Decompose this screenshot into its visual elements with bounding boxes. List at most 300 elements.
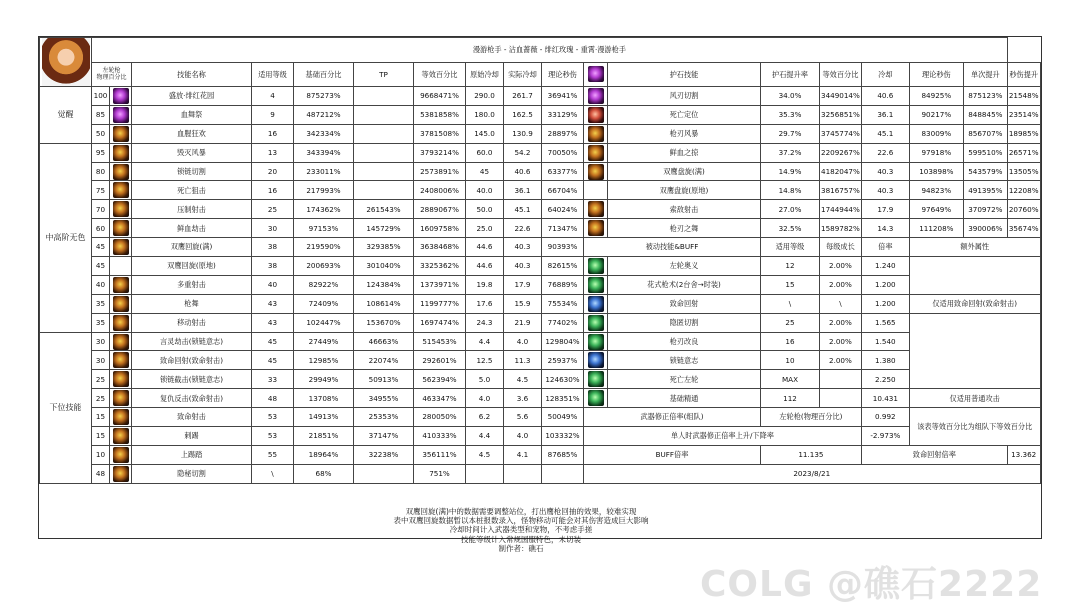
skill-icon bbox=[113, 390, 129, 406]
skill-icon-cell bbox=[110, 408, 132, 427]
skill-req-level: 9 bbox=[252, 105, 294, 124]
skill-icon-cell bbox=[110, 370, 132, 389]
skill-req-level: 53 bbox=[252, 427, 294, 446]
skill-equiv: 562394% bbox=[414, 370, 466, 389]
skill-icon bbox=[113, 107, 129, 123]
skill-dps: 90393% bbox=[542, 238, 584, 257]
skill-real-cd: 261.7 bbox=[504, 87, 542, 106]
skill-icon bbox=[113, 352, 129, 368]
skill-orig-cd: 19.8 bbox=[466, 275, 504, 294]
skill-req-level: \ bbox=[252, 464, 294, 483]
buff-mult: 1.200 bbox=[861, 275, 909, 294]
guard-dpsup: 35674% bbox=[1007, 219, 1040, 238]
buff-req: 16 bbox=[761, 332, 820, 351]
skill-base-pct: 82922% bbox=[294, 275, 354, 294]
guard-icon-cell bbox=[584, 143, 608, 162]
buff-icon-cell bbox=[584, 332, 608, 351]
table-row bbox=[40, 294, 1041, 313]
table-row bbox=[40, 38, 1041, 63]
skill-real-cd: 40.6 bbox=[504, 162, 542, 181]
skill-tp: 22074% bbox=[354, 351, 414, 370]
buff-extra bbox=[909, 313, 1040, 389]
skill-icon bbox=[113, 145, 129, 161]
table-row bbox=[40, 464, 1041, 483]
skill-real-cd: 40.3 bbox=[504, 238, 542, 257]
buff-name: 左轮奥义 bbox=[608, 257, 761, 276]
skill-level: 15 bbox=[92, 427, 110, 446]
skill-base-pct: 97153% bbox=[294, 219, 354, 238]
buff-growth bbox=[820, 370, 862, 389]
table-row bbox=[40, 332, 1041, 351]
buff-header-req: 适用等级 bbox=[761, 238, 820, 257]
buff-icon-cell bbox=[584, 257, 608, 276]
guard-single: 390006% bbox=[963, 219, 1007, 238]
skill-req-level: 55 bbox=[252, 445, 294, 464]
skill-real-cd: 40.3 bbox=[504, 257, 542, 276]
guard-up: 35.3% bbox=[761, 105, 820, 124]
skill-name: 多重射击 bbox=[132, 275, 252, 294]
skill-orig-cd: 25.0 bbox=[466, 219, 504, 238]
skill-req-level: 38 bbox=[252, 257, 294, 276]
date-cell: 2023/8/21 bbox=[584, 464, 1041, 483]
skill-req-level: 33 bbox=[252, 370, 294, 389]
guard-icon-cell bbox=[584, 87, 608, 106]
buff-growth: 2.00% bbox=[820, 275, 862, 294]
skill-level: 35 bbox=[92, 294, 110, 313]
guard-name: 双鹰盘旋(满) bbox=[608, 162, 761, 181]
buff-extra bbox=[909, 257, 1040, 295]
skill-equiv: 2889067% bbox=[414, 200, 466, 219]
skill-tp: 50913% bbox=[354, 370, 414, 389]
skill-name: 枪舞 bbox=[132, 294, 252, 313]
guard-dpsup: 20760% bbox=[1007, 200, 1040, 219]
note-line: 表中双鹰回旋数据暂以本桩报数录入，怪物移动可能会对其伤害造成巨大影响 bbox=[393, 516, 649, 526]
buff-mult: 10.431 bbox=[861, 389, 909, 408]
skill-dps: 36941% bbox=[542, 87, 584, 106]
skill-icon bbox=[588, 107, 604, 123]
guard-cd: 14.3 bbox=[861, 219, 909, 238]
buff-header-mult: 倍率 bbox=[861, 238, 909, 257]
guard-dpsup: 23514% bbox=[1007, 105, 1040, 124]
skill-orig-cd: 4.0 bbox=[466, 389, 504, 408]
skill-level: 30 bbox=[92, 351, 110, 370]
buff-growth: 2.00% bbox=[820, 313, 862, 332]
skill-icon bbox=[588, 371, 604, 387]
buff-icon-cell bbox=[584, 275, 608, 294]
skill-icon-cell bbox=[110, 294, 132, 313]
skill-orig-cd: 4.4 bbox=[466, 427, 504, 446]
skill-icon bbox=[588, 66, 604, 82]
skill-icon bbox=[113, 277, 129, 293]
header-level: 左轮枪 物理百分比 bbox=[92, 62, 132, 87]
table-row bbox=[40, 105, 1041, 124]
guard-single: 856707% bbox=[963, 124, 1007, 143]
skill-real-cd: 130.9 bbox=[504, 124, 542, 143]
skill-real-cd: 5.6 bbox=[504, 408, 542, 427]
skill-equiv: 3781508% bbox=[414, 124, 466, 143]
skill-orig-cd: 40.0 bbox=[466, 181, 504, 200]
skill-equiv: 1609758% bbox=[414, 219, 466, 238]
skill-tp: 34955% bbox=[354, 389, 414, 408]
skill-icon-cell bbox=[110, 105, 132, 124]
guard-icon-cell bbox=[584, 219, 608, 238]
header-guard-skill: 护石技能 bbox=[608, 62, 761, 87]
skill-equiv: 463347% bbox=[414, 389, 466, 408]
skill-icon bbox=[588, 126, 604, 142]
guard-cd: 45.1 bbox=[861, 124, 909, 143]
skill-name: 锁链截击(锁链意志) bbox=[132, 370, 252, 389]
skill-tp bbox=[354, 181, 414, 200]
skill-name: 毁灭风暴 bbox=[132, 143, 252, 162]
skill-tp bbox=[354, 105, 414, 124]
guard-single: 491395% bbox=[963, 181, 1007, 200]
buff-icon-cell bbox=[584, 313, 608, 332]
category-low: 下位技能 bbox=[40, 332, 92, 483]
single-mod-value: -2.973% bbox=[861, 427, 909, 446]
avatar-cell bbox=[40, 38, 92, 87]
skill-icon-cell bbox=[110, 238, 132, 257]
skill-real-cd: 36.1 bbox=[504, 181, 542, 200]
table-row bbox=[40, 313, 1041, 332]
skill-real-cd: 162.5 bbox=[504, 105, 542, 124]
skill-icon-cell bbox=[110, 464, 132, 483]
guard-single: 543579% bbox=[963, 162, 1007, 181]
buff-growth: 2.00% bbox=[820, 332, 862, 351]
skill-orig-cd: 44.6 bbox=[466, 238, 504, 257]
skill-equiv: 5381858% bbox=[414, 105, 466, 124]
skill-real-cd: 11.3 bbox=[504, 351, 542, 370]
skill-name: 上踢踏 bbox=[132, 445, 252, 464]
skill-req-level: 43 bbox=[252, 294, 294, 313]
skill-req-level: 45 bbox=[252, 332, 294, 351]
skill-icon bbox=[113, 201, 129, 217]
table-row bbox=[40, 389, 1041, 408]
skill-dps: 25937% bbox=[542, 351, 584, 370]
skill-tp: 32238% bbox=[354, 445, 414, 464]
skill-level: 25 bbox=[92, 370, 110, 389]
skill-real-cd: 21.9 bbox=[504, 313, 542, 332]
skill-base-pct: 13708% bbox=[294, 389, 354, 408]
header-guard-equiv: 等效百分比 bbox=[820, 62, 862, 87]
skill-real-cd: 54.2 bbox=[504, 143, 542, 162]
skill-orig-cd: 4.4 bbox=[466, 332, 504, 351]
skill-dps: 87685% bbox=[542, 445, 584, 464]
skill-icon bbox=[113, 88, 129, 104]
skill-base-pct: 21851% bbox=[294, 427, 354, 446]
header-icon bbox=[584, 62, 608, 87]
skill-tp: 37147% bbox=[354, 427, 414, 446]
skill-req-level: 48 bbox=[252, 389, 294, 408]
guard-single: 370972% bbox=[963, 200, 1007, 219]
buff-req: 10 bbox=[761, 351, 820, 370]
skill-base-pct: 12985% bbox=[294, 351, 354, 370]
skill-icon-cell bbox=[110, 275, 132, 294]
guard-single: 875123% bbox=[963, 87, 1007, 106]
skill-real-cd: 17.9 bbox=[504, 275, 542, 294]
skill-dps: 64024% bbox=[542, 200, 584, 219]
skill-req-level: 16 bbox=[252, 124, 294, 143]
skill-name: 刺踢 bbox=[132, 427, 252, 446]
guard-icon-cell bbox=[584, 105, 608, 124]
buff-req: 112 bbox=[761, 389, 820, 408]
skill-icon-cell bbox=[110, 257, 132, 276]
skill-orig-cd: 180.0 bbox=[466, 105, 504, 124]
skill-tp bbox=[354, 124, 414, 143]
buff-icon-cell bbox=[584, 370, 608, 389]
skill-orig-cd: 290.0 bbox=[466, 87, 504, 106]
skill-equiv: 1373971% bbox=[414, 275, 466, 294]
skill-base-pct: 14913% bbox=[294, 408, 354, 427]
guard-equiv: 3256851% bbox=[820, 105, 862, 124]
skill-icon-cell bbox=[110, 332, 132, 351]
skill-base-pct: 68% bbox=[294, 464, 354, 483]
buff-mult: 1.200 bbox=[861, 294, 909, 313]
header-skill-name: 技能名称 bbox=[132, 62, 252, 87]
header-tp: TP bbox=[354, 62, 414, 87]
skill-icon bbox=[113, 220, 129, 236]
guard-dps: 103898% bbox=[909, 162, 963, 181]
skill-icon bbox=[113, 447, 129, 463]
buff-header-growth: 每级成长 bbox=[820, 238, 862, 257]
notes-block bbox=[39, 507, 1043, 553]
buff-header-name: 被动技能&BUFF bbox=[584, 238, 761, 257]
skill-level: 45 bbox=[92, 257, 110, 276]
header-single-up: 单次提升 bbox=[963, 62, 1007, 87]
table-row bbox=[40, 143, 1041, 162]
skill-tp: 301040% bbox=[354, 257, 414, 276]
guard-equiv: 3745774% bbox=[820, 124, 862, 143]
table-row bbox=[40, 87, 1041, 106]
skill-dps bbox=[542, 464, 584, 483]
guard-icon-cell bbox=[584, 181, 608, 200]
skill-orig-cd: 5.0 bbox=[466, 370, 504, 389]
skill-name: 血腥狂欢 bbox=[132, 124, 252, 143]
skill-real-cd: 22.6 bbox=[504, 219, 542, 238]
skill-icon bbox=[113, 409, 129, 425]
skill-base-pct: 217993% bbox=[294, 181, 354, 200]
guard-cd: 40.3 bbox=[861, 181, 909, 200]
skill-name: 锁链切割 bbox=[132, 162, 252, 181]
table-row bbox=[40, 124, 1041, 143]
skill-base-pct: 102447% bbox=[294, 313, 354, 332]
skill-orig-cd: 17.6 bbox=[466, 294, 504, 313]
skill-dps: 33129% bbox=[542, 105, 584, 124]
skill-icon bbox=[113, 315, 129, 331]
skill-icon bbox=[588, 220, 604, 236]
skill-req-level: 4 bbox=[252, 87, 294, 106]
skill-orig-cd: 24.3 bbox=[466, 313, 504, 332]
skill-real-cd: 3.6 bbox=[504, 389, 542, 408]
note-line: 冷却时间计入武器类型和宠物，不考虑手搓 bbox=[449, 525, 593, 535]
guard-dpsup: 13505% bbox=[1007, 162, 1040, 181]
buff-req: \ bbox=[761, 294, 820, 313]
skill-equiv: 9668471% bbox=[414, 87, 466, 106]
table-row bbox=[40, 427, 1041, 446]
guard-dpsup: 12208% bbox=[1007, 181, 1040, 200]
buff-growth: 2.00% bbox=[820, 351, 862, 370]
skill-req-level: 16 bbox=[252, 181, 294, 200]
skill-level: 15 bbox=[92, 408, 110, 427]
skill-dps: 77402% bbox=[542, 313, 584, 332]
skill-equiv: 2408006% bbox=[414, 181, 466, 200]
table-row bbox=[40, 275, 1041, 294]
skill-icon bbox=[113, 334, 129, 350]
skill-req-level: 38 bbox=[252, 238, 294, 257]
skill-icon-cell bbox=[110, 219, 132, 238]
skill-icon bbox=[588, 164, 604, 180]
skill-real-cd: 4.5 bbox=[504, 370, 542, 389]
guard-equiv: 4182047% bbox=[820, 162, 862, 181]
skill-icon bbox=[113, 182, 129, 198]
skill-icon bbox=[588, 277, 604, 293]
skill-icon bbox=[113, 126, 129, 142]
hit-mult-label: 致命回射倍率 bbox=[861, 445, 1007, 464]
skill-table bbox=[39, 37, 1041, 484]
weapon-mod-note: 该表等效百分比为组队下等效百分比 bbox=[909, 408, 1040, 446]
skill-tp bbox=[354, 464, 414, 483]
skill-dps: 82615% bbox=[542, 257, 584, 276]
skill-icon bbox=[113, 296, 129, 312]
header-equiv: 等效百分比 bbox=[414, 62, 466, 87]
skill-base-pct: 18964% bbox=[294, 445, 354, 464]
guard-name: 双鹰盘旋(原地) bbox=[608, 181, 761, 200]
skill-tp: 145729% bbox=[354, 219, 414, 238]
header-dps: 理论秒伤 bbox=[542, 62, 584, 87]
guard-name: 枪刃之舞 bbox=[608, 219, 761, 238]
skill-equiv: 292601% bbox=[414, 351, 466, 370]
skill-orig-cd: 50.0 bbox=[466, 200, 504, 219]
skill-icon bbox=[588, 296, 604, 312]
skill-equiv: 356111% bbox=[414, 445, 466, 464]
skill-level: 40 bbox=[92, 275, 110, 294]
guard-up: 37.2% bbox=[761, 143, 820, 162]
table-row bbox=[40, 351, 1041, 370]
guard-equiv: 2209267% bbox=[820, 143, 862, 162]
skill-sheet bbox=[38, 36, 1042, 553]
skill-real-cd: 4.0 bbox=[504, 332, 542, 351]
table-row bbox=[40, 219, 1041, 238]
buff-req: MAX bbox=[761, 370, 820, 389]
skill-base-pct: 174362% bbox=[294, 200, 354, 219]
watermark: COLG @礁石2222 bbox=[700, 564, 1043, 605]
header-guard-up: 护石提升率 bbox=[761, 62, 820, 87]
skill-real-cd: 15.9 bbox=[504, 294, 542, 313]
skill-icon-cell bbox=[110, 427, 132, 446]
skill-icon-cell bbox=[110, 124, 132, 143]
guard-dps: 97918% bbox=[909, 143, 963, 162]
skill-base-pct: 233011% bbox=[294, 162, 354, 181]
skill-icon-cell bbox=[110, 389, 132, 408]
skill-icon-cell bbox=[110, 181, 132, 200]
skill-orig-cd bbox=[466, 464, 504, 483]
skill-level: 45 bbox=[92, 238, 110, 257]
skill-level: 95 bbox=[92, 143, 110, 162]
skill-name: 双鹰回旋(满) bbox=[132, 238, 252, 257]
buff-name: 基础精通 bbox=[608, 389, 761, 408]
guard-dpsup: 21548% bbox=[1007, 87, 1040, 106]
buff-icon-cell bbox=[584, 294, 608, 313]
skill-name: 死亡狙击 bbox=[132, 181, 252, 200]
skill-orig-cd: 12.5 bbox=[466, 351, 504, 370]
buff-mult: 2.250 bbox=[861, 370, 909, 389]
note-line: 制作者：礁石 bbox=[498, 543, 544, 553]
table-row bbox=[40, 162, 1041, 181]
guard-equiv: 1589782% bbox=[820, 219, 862, 238]
skill-dps: 70050% bbox=[542, 143, 584, 162]
buff-name: 死亡左轮 bbox=[608, 370, 761, 389]
skill-icon-cell bbox=[110, 351, 132, 370]
header-dps-up: 秒伤提升 bbox=[1007, 62, 1040, 87]
skill-name: 复仇反击(致命射击) bbox=[132, 389, 252, 408]
skill-req-level: 30 bbox=[252, 219, 294, 238]
guard-dps: 83009% bbox=[909, 124, 963, 143]
skill-real-cd: 45.1 bbox=[504, 200, 542, 219]
guard-dps: 97649% bbox=[909, 200, 963, 219]
skill-dps: 75534% bbox=[542, 294, 584, 313]
buff-growth bbox=[820, 389, 862, 408]
skill-name: 致命射击 bbox=[132, 408, 252, 427]
table-row bbox=[40, 62, 1041, 87]
skill-equiv: 3793214% bbox=[414, 143, 466, 162]
buff-mult: 1.565 bbox=[861, 313, 909, 332]
category-mid: 中高阶无色 bbox=[40, 143, 92, 332]
buff-extra: 仅适用致命回射(致命射击) bbox=[909, 294, 1040, 313]
skill-tp: 261543% bbox=[354, 200, 414, 219]
skill-tp: 329385% bbox=[354, 238, 414, 257]
skill-name: 言灵劫击(锁链意志) bbox=[132, 332, 252, 351]
skill-icon bbox=[113, 239, 129, 255]
skill-name: 盛放·绯红花园 bbox=[132, 87, 252, 106]
skill-tp bbox=[354, 143, 414, 162]
buff-growth: \ bbox=[820, 294, 862, 313]
buff-name: 枪刃改良 bbox=[608, 332, 761, 351]
skill-name: 鲜血劫击 bbox=[132, 219, 252, 238]
header-real-cd: 实际冷却 bbox=[504, 62, 542, 87]
skill-dps: 28897% bbox=[542, 124, 584, 143]
skill-tp: 108614% bbox=[354, 294, 414, 313]
header-guard-dps: 理论秒伤 bbox=[909, 62, 963, 87]
guard-dps: 111208% bbox=[909, 219, 963, 238]
skill-icon bbox=[113, 371, 129, 387]
skill-icon bbox=[588, 88, 604, 104]
buff-req: 15 bbox=[761, 275, 820, 294]
skill-real-cd bbox=[504, 464, 542, 483]
skill-level: 80 bbox=[92, 162, 110, 181]
skill-icon-cell bbox=[110, 200, 132, 219]
guard-equiv: 3449014% bbox=[820, 87, 862, 106]
page-title: 漫游枪手 - 沾血蔷薇 - 绯红玫瑰 - 重霄·漫游枪手 bbox=[92, 38, 1008, 63]
skill-equiv: 3638468% bbox=[414, 238, 466, 257]
skill-icon bbox=[588, 352, 604, 368]
skill-dps: 71347% bbox=[542, 219, 584, 238]
skill-name: 血舞祭 bbox=[132, 105, 252, 124]
guard-up: 34.0% bbox=[761, 87, 820, 106]
skill-req-level: 13 bbox=[252, 143, 294, 162]
skill-level: 25 bbox=[92, 389, 110, 408]
skill-base-pct: 27449% bbox=[294, 332, 354, 351]
skill-req-level: 43 bbox=[252, 313, 294, 332]
skill-name: 移动射击 bbox=[132, 313, 252, 332]
guard-cd: 22.6 bbox=[861, 143, 909, 162]
skill-equiv: 280050% bbox=[414, 408, 466, 427]
skill-name: 压制射击 bbox=[132, 200, 252, 219]
buff-header-extra: 额外属性 bbox=[909, 238, 1040, 257]
skill-icon bbox=[588, 390, 604, 406]
weapon-mod-label: 武器修正倍率(组队) bbox=[584, 408, 761, 427]
skill-dps: 66704% bbox=[542, 181, 584, 200]
skill-dps: 76889% bbox=[542, 275, 584, 294]
skill-icon-cell bbox=[110, 87, 132, 106]
